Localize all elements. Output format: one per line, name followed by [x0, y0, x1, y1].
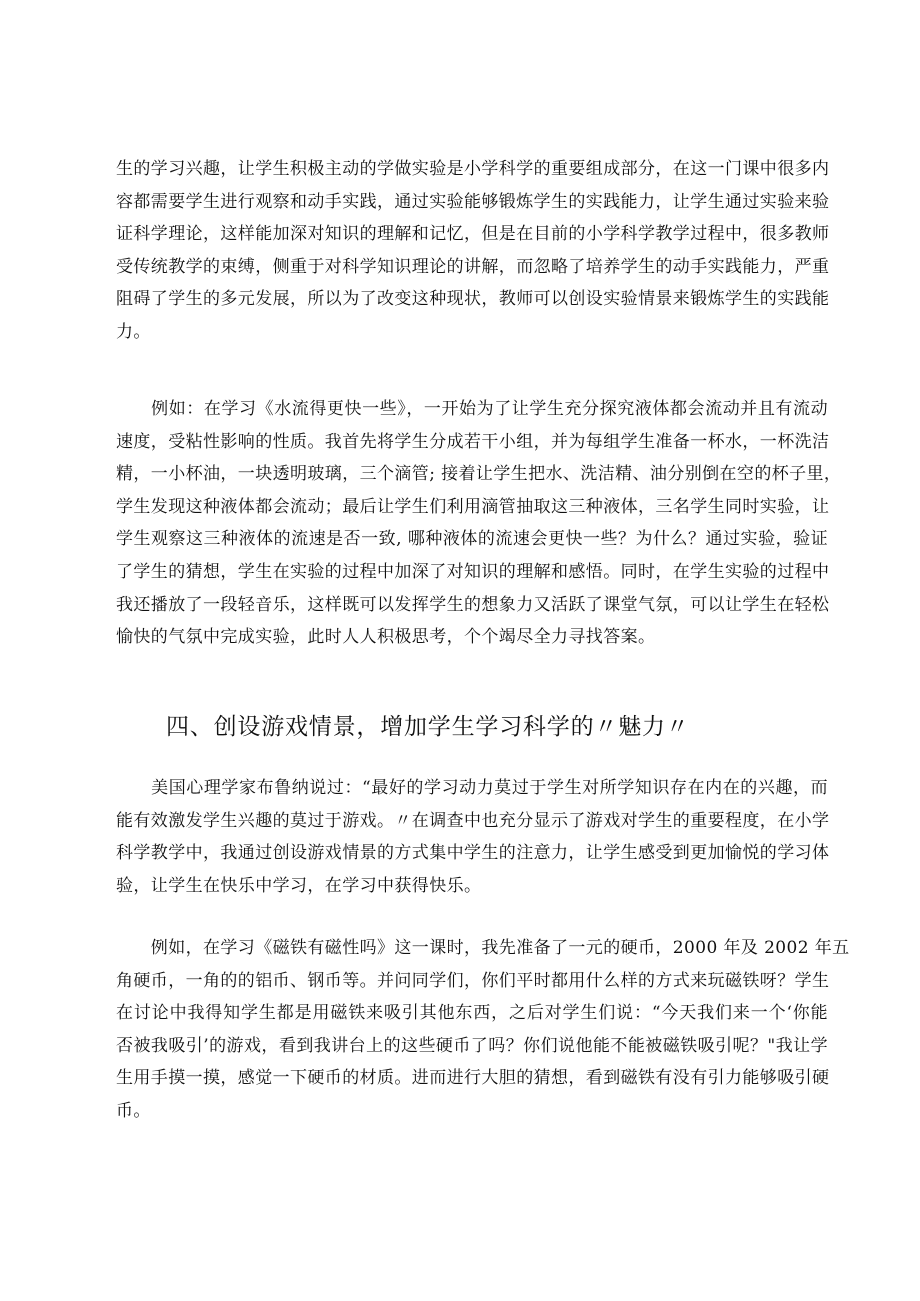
text-line: 生用手摸一摸，感觉一下硬币的材质。进而进行大胆的猜想，看到磁铁有没有引力能够吸引硬 [116, 1068, 830, 1089]
text-line: 学生观察这三种液体的流速是否一致, 哪种液体的流速会更快一些？为什么？通过实验，验证 [116, 529, 828, 550]
text-line: 生的学习兴趣，让学生积极主动的学做实验是小学科学的重要组成部分，在这一门课中很多内 [116, 159, 830, 179]
paragraph-bruner-quote [116, 772, 828, 902]
paragraph-experiment-intro [116, 153, 828, 349]
paragraph-water-flow-example [116, 393, 842, 654]
text-line: 角硬币，一角的的铝币、钢币等。并问同学们，你们平时都用什么样的方式来玩磁铁呀？学生 [116, 970, 830, 991]
text-line: 例如：在学习《水流得更快一些》，一开始为了让学生充分探究液体都会流动并且有流动 [116, 399, 828, 419]
text-line: 在讨论中我得知学生都是用磁铁来吸引其他东西，之后对学生们说：“今天我们来一个‘你能 [116, 1003, 828, 1024]
text-line: 学生发现这种液体都会流动；最后让学生们利用滴管抽取这三种液体，三名学生同时实验，让 [116, 496, 830, 517]
text-line: 阻碍了学生的多元发展，所以为了改变这种现状，教师可以创设实验情景来锻炼学生的实践能 [116, 289, 830, 310]
text-line: 证科学理论，这样能加深对知识的理解和记忆，但是在目前的小学科学教学过程中，很多教师 [116, 224, 830, 245]
text-line: 了学生的猜想，学生在实验的过程中加深了对知识的理解和感悟。同时，在学生实验的过程中 [116, 561, 830, 582]
text-line: 例如，在学习《磁铁有磁性吗》这一课时，我先准备了一元的硬币，2000 年及 2002 年五 [116, 938, 850, 958]
section-heading: 四、创设游戏情景，增加学生学习科学的〃魅力〃 [166, 714, 690, 740]
text-line: 科学教学中，我通过创设游戏情景的方式集中学生的注意力，让学生感受到更加愉悦的学习体 [116, 843, 830, 864]
text-line: 容都需要学生进行观察和动手实践，通过实验能够锻炼学生的实践能力，让学生通过实验来验 [116, 191, 830, 212]
paragraph-magnet-example [116, 932, 850, 1128]
text-line: 能有效激发学生兴趣的莫过于游戏。〃在调查中也充分显示了游戏对学生的重要程度，在小学 [116, 810, 830, 831]
text-line: 受传统教学的束缚，侧重于对科学知识理论的讲解，而忽略了培养学生的动手实践能力，严重 [116, 256, 830, 277]
text-line: 力。 [116, 321, 151, 342]
text-line: 速度，受粘性影响的性质。我首先将学生分成若干小组，并为每组学生准备一杯水，一杯洗洁 [116, 431, 830, 452]
text-line: 币。 [116, 1100, 151, 1121]
text-line: 美国心理学家布鲁纳说过：“最好的学习动力莫过于学生对所学知识存在内在的兴趣，而 [116, 778, 828, 798]
text-line: 否被我吸引’的游戏，看到我讲台上的这些硬币了吗？你们说他能不能被磁铁吸引呢？"我让学 [116, 1035, 828, 1056]
text-line: 愉快的气氛中完成实验，此时人人积极思考，个个竭尽全力寻找答案。 [116, 627, 656, 648]
text-line: 精，一小杯油，一块透明玻璃，三个滴管; 接着让学生把水、洗洁精、油分别倒在空的杯子里， [116, 464, 842, 485]
text-line: 我还播放了一段轻音乐，这样既可以发挥学生的想象力又活跃了课堂气氛，可以让学生在轻松 [116, 594, 830, 615]
text-line: 验，让学生在快乐中学习，在学习中获得快乐。 [116, 875, 482, 896]
